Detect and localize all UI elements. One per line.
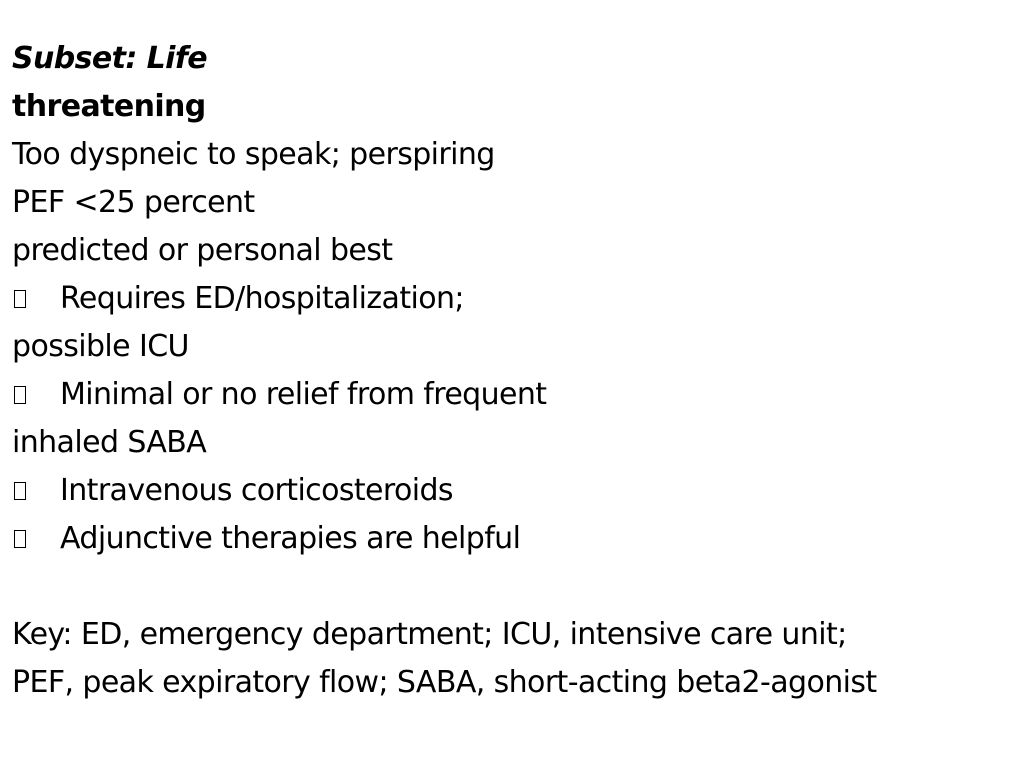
missing-glyph-box-icon — [14, 530, 26, 548]
pef-line: PEF <25 percent — [12, 185, 255, 220]
subset-title-continuation: threatening — [12, 89, 206, 124]
bullet-item-adjunctive — [12, 515, 1012, 563]
bullet-continuation: inhaled SABA — [12, 425, 207, 460]
missing-glyph-box-icon — [14, 290, 26, 308]
bullet-continuation: possible ICU — [12, 329, 189, 364]
pef-line-continuation: predicted or personal best — [12, 233, 393, 268]
bullet-item-relief — [12, 371, 1012, 419]
symptoms-line: Too dyspneic to speak; perspiring — [12, 137, 495, 172]
bullet-text: Minimal or no relief from frequent — [60, 377, 547, 412]
missing-glyph-box-icon — [14, 386, 26, 404]
key-line: Key: ED, emergency department; ICU, intensive care unit; — [12, 617, 847, 652]
bullet-text: Requires ED/hospitalization; — [60, 281, 464, 316]
bullet-item-ed — [12, 275, 1012, 323]
slide-content — [12, 35, 1012, 707]
key-line-continuation: PEF, peak expiratory flow; SABA, short-acting beta2-agonist — [12, 665, 877, 700]
bullet-text: Adjunctive therapies are helpful — [60, 521, 521, 556]
missing-glyph-box-icon — [14, 482, 26, 500]
blank-line — [12, 563, 1012, 611]
subset-title: Subset: Life — [12, 41, 208, 76]
bullet-text: Intravenous corticosteroids — [60, 473, 453, 508]
bullet-item-corticosteroids — [12, 467, 1012, 515]
